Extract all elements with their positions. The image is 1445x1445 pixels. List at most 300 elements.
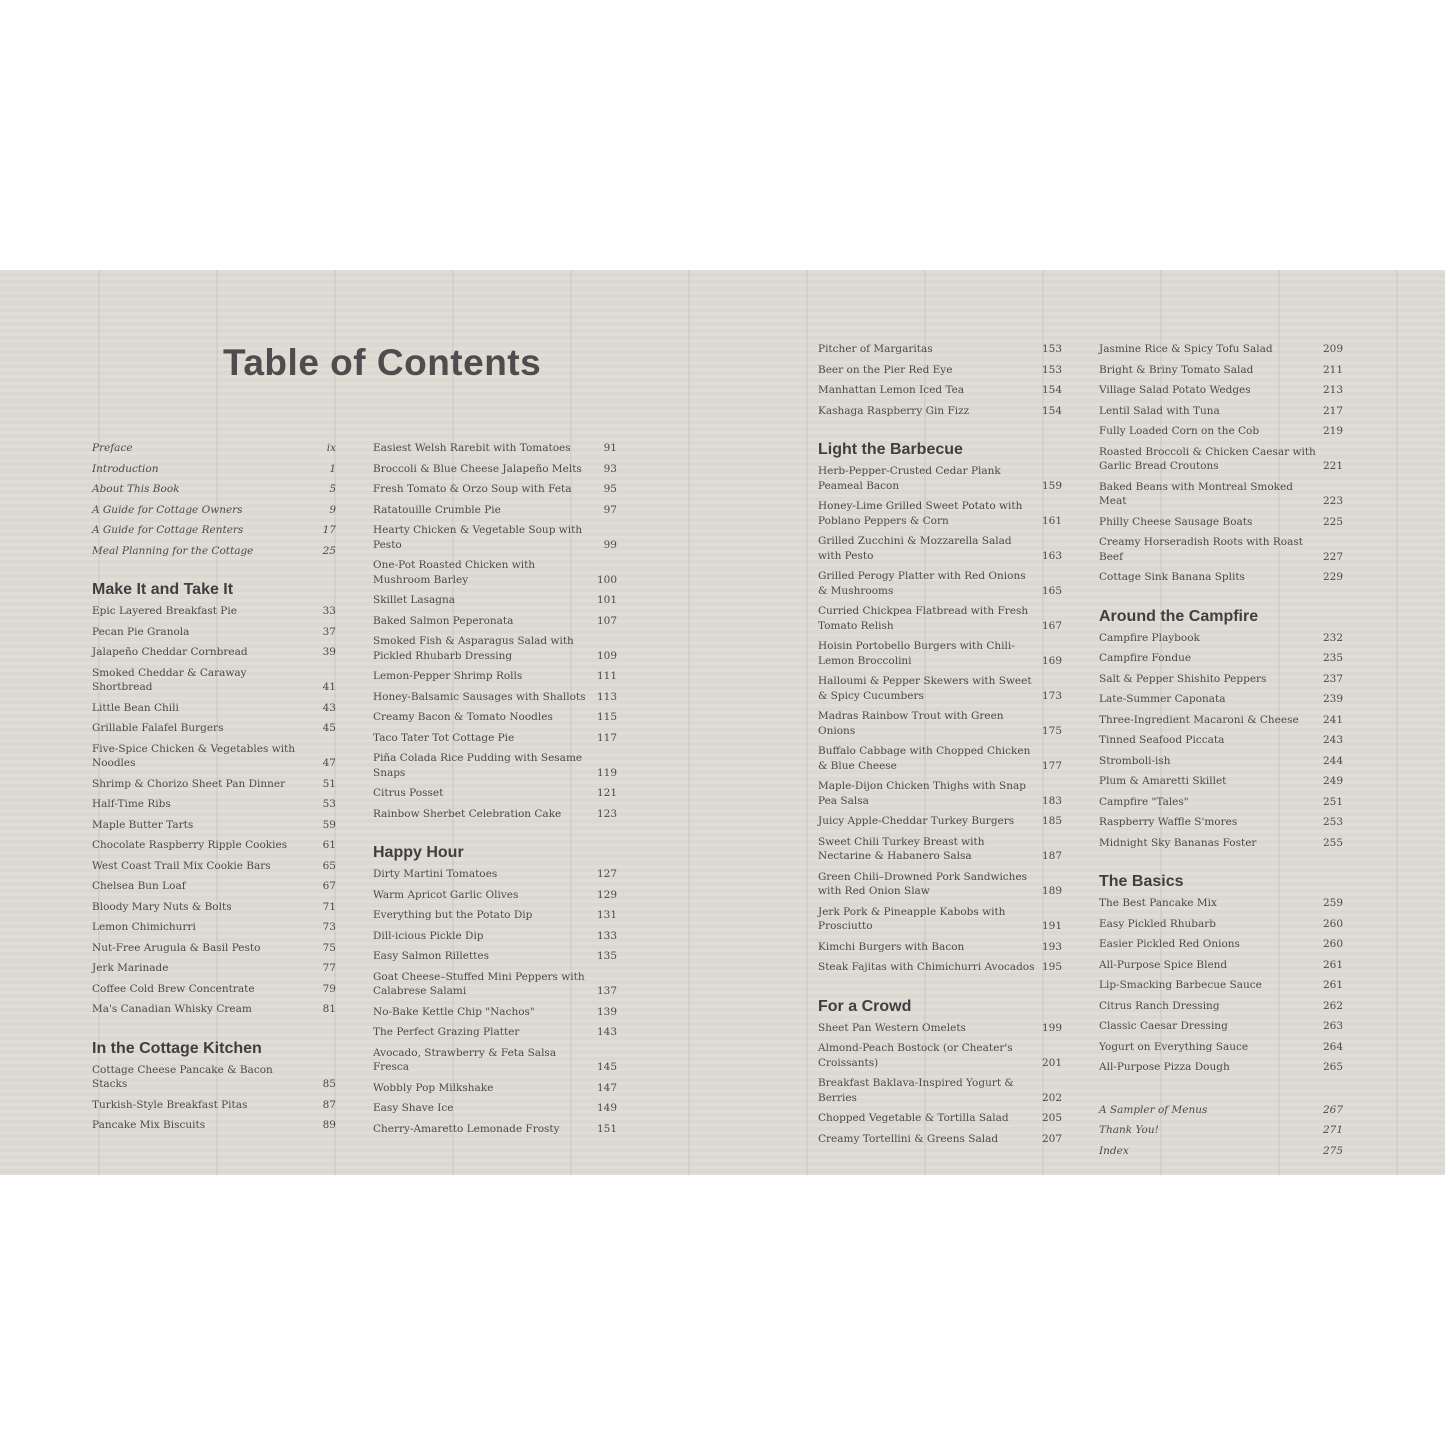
entry-title: Philly Cheese Sausage Boats bbox=[1099, 515, 1253, 528]
entry-page-number: 167 bbox=[1041, 619, 1062, 632]
entry-title: Late-Summer Caponata bbox=[1099, 693, 1226, 705]
toc-entry bbox=[1099, 795, 1343, 810]
toc-entry bbox=[373, 1025, 617, 1040]
entry-title: Honey-Lime Grilled Sweet Potato with Poblano Peppers & Corn bbox=[818, 500, 1023, 527]
entry-page-number: 217 bbox=[1322, 404, 1343, 417]
toc-entry bbox=[92, 982, 336, 997]
entry-title: Tinned Seafood Piccata bbox=[1099, 734, 1225, 746]
section-heading: Make It and Take It bbox=[92, 581, 234, 598]
entry-title: All-Purpose Pizza Dough bbox=[1099, 1061, 1230, 1073]
toc-entry bbox=[1099, 896, 1343, 911]
toc-entry bbox=[373, 1101, 617, 1116]
entry-title: Campfire "Tales" bbox=[1099, 795, 1189, 808]
toc-entry bbox=[1099, 383, 1343, 398]
toc-entry bbox=[1099, 342, 1343, 357]
toc-entry bbox=[92, 1002, 336, 1017]
toc-entry bbox=[92, 666, 336, 695]
entry-page-number: 133 bbox=[596, 929, 617, 942]
entry-page-number: 109 bbox=[596, 649, 617, 662]
entry-title: Chelsea Bun Loaf bbox=[92, 880, 186, 892]
toc-entry bbox=[373, 949, 617, 964]
entry-page-number: 189 bbox=[1041, 885, 1062, 897]
toc-entry bbox=[373, 593, 617, 608]
toc-entry bbox=[1099, 1103, 1343, 1118]
entry-title: Hoisin Portobello Burgers with Chili-Lemon Broccolini bbox=[818, 640, 1015, 667]
entry-page-number: 47 bbox=[322, 757, 336, 769]
entry-title: Skillet Lasagna bbox=[373, 594, 456, 606]
entry-page-number: 154 bbox=[1041, 384, 1062, 396]
toc-entry bbox=[818, 534, 1062, 563]
entry-page-number: 113 bbox=[596, 690, 617, 703]
section-heading: For a Crowd bbox=[818, 997, 912, 1015]
entry-page-number: 43 bbox=[322, 701, 336, 714]
entry-title: Herb-Pepper-Crusted Cedar Plank Peameal Bacon bbox=[818, 465, 1001, 492]
entry-page-number: 235 bbox=[1322, 652, 1343, 664]
entry-page-number: 17 bbox=[322, 524, 336, 536]
entry-page-number: 119 bbox=[596, 766, 617, 779]
entry-page-number: 185 bbox=[1041, 815, 1062, 827]
entry-title: Roasted Broccoli & Chicken Caesar with Garlic Bread Croutons bbox=[1099, 445, 1316, 472]
toc-entry bbox=[92, 701, 336, 716]
entry-title: Dirty Martini Tomatoes bbox=[373, 868, 498, 880]
entry-page-number: 51 bbox=[322, 777, 336, 790]
entry-page-number: 232 bbox=[1322, 631, 1343, 644]
toc-entry bbox=[1099, 651, 1343, 666]
entry-page-number: 111 bbox=[596, 670, 617, 682]
toc-entry bbox=[92, 482, 336, 497]
entry-title: Bloody Mary Nuts & Bolts bbox=[92, 900, 232, 913]
entry-page-number: 243 bbox=[1322, 734, 1343, 746]
entry-title: Lemon Chimichurri bbox=[92, 921, 196, 933]
toc-entry bbox=[373, 908, 617, 923]
toc-entry bbox=[92, 645, 336, 660]
toc-entry bbox=[92, 797, 336, 812]
entry-title: Preface bbox=[92, 442, 133, 454]
toc-entry bbox=[373, 970, 617, 999]
entry-title: Thank You! bbox=[1099, 1124, 1159, 1136]
entry-title: Classic Caesar Dressing bbox=[1099, 1020, 1228, 1032]
toc-entry bbox=[92, 961, 336, 976]
toc-entry bbox=[818, 674, 1062, 703]
toc-entry bbox=[373, 751, 617, 780]
entry-title: Half-Time Ribs bbox=[92, 798, 171, 810]
entry-title: Grilled Zucchini & Mozzarella Salad with Pesto bbox=[818, 535, 1012, 562]
toc-entry bbox=[373, 1005, 617, 1020]
entry-page-number: 81 bbox=[322, 1003, 336, 1015]
toc-entry bbox=[1099, 692, 1343, 707]
toc-entry bbox=[818, 1021, 1062, 1036]
toc-entry bbox=[373, 731, 617, 746]
entry-page-number: 191 bbox=[1041, 920, 1062, 932]
toc-entry bbox=[1099, 631, 1343, 646]
toc-entry bbox=[373, 929, 617, 944]
entry-title: Fresh Tomato & Orzo Soup with Feta bbox=[373, 483, 572, 495]
entry-page-number: 45 bbox=[322, 722, 336, 734]
entry-title: Raspberry Waffle S'mores bbox=[1099, 816, 1238, 828]
toc-entry bbox=[1099, 363, 1343, 378]
entry-page-number: 37 bbox=[322, 625, 336, 638]
toc-entry bbox=[92, 523, 336, 538]
entry-page-number: 177 bbox=[1041, 759, 1062, 772]
toc-entry bbox=[92, 604, 336, 619]
toc-entry bbox=[818, 569, 1062, 598]
toc-entry bbox=[1099, 999, 1343, 1014]
toc-entry bbox=[818, 940, 1062, 955]
entry-title: Everything but the Potato Dip bbox=[373, 909, 533, 921]
entry-page-number: 75 bbox=[322, 941, 336, 954]
entry-title: Maple Butter Tarts bbox=[92, 818, 194, 831]
toc-entry bbox=[818, 499, 1062, 528]
entry-title: Rainbow Sherbet Celebration Cake bbox=[373, 807, 562, 820]
entry-title: Epic Layered Breakfast Pie bbox=[92, 605, 237, 617]
entry-page-number: 207 bbox=[1041, 1132, 1062, 1145]
entry-page-number: 264 bbox=[1322, 1040, 1343, 1053]
entry-title: Nut-Free Arugula & Basil Pesto bbox=[92, 941, 261, 954]
entry-page-number: 219 bbox=[1322, 425, 1343, 437]
entry-title: Piña Colada Rice Pudding with Sesame Snaps bbox=[373, 752, 583, 779]
entry-page-number: 154 bbox=[1041, 404, 1062, 417]
entry-title: Ratatouille Crumble Pie bbox=[373, 503, 501, 516]
entry-title: Easiest Welsh Rarebit with Tomatoes bbox=[373, 442, 571, 454]
toc-entry bbox=[818, 1132, 1062, 1147]
entry-page-number: 265 bbox=[1322, 1061, 1343, 1073]
entry-title: West Coast Trail Mix Cookie Bars bbox=[92, 859, 271, 872]
entry-title: Introduction bbox=[92, 462, 159, 475]
entry-title: Buffalo Cabbage with Chopped Chicken & Blue Cheese bbox=[818, 745, 1031, 772]
toc-entry bbox=[92, 900, 336, 915]
toc-entry bbox=[1099, 535, 1343, 564]
toc-entry bbox=[373, 888, 617, 903]
toc-entry bbox=[818, 639, 1062, 668]
entry-page-number: 65 bbox=[322, 859, 336, 872]
entry-title: Jasmine Rice & Spicy Tofu Salad bbox=[1099, 343, 1273, 355]
entry-page-number: 161 bbox=[1041, 514, 1062, 527]
entry-page-number: 169 bbox=[1041, 654, 1062, 667]
entry-title: Curried Chickpea Flatbread with Fresh Tomato Relish bbox=[818, 605, 1029, 632]
entry-title: A Guide for Cottage Owners bbox=[92, 503, 243, 516]
entry-title: No-Bake Kettle Chip "Nachos" bbox=[373, 1005, 535, 1018]
toc-entry bbox=[92, 777, 336, 792]
entry-page-number: 165 bbox=[1041, 584, 1062, 597]
toc-entry bbox=[818, 1111, 1062, 1126]
entry-page-number: 244 bbox=[1322, 754, 1343, 767]
entry-title: Kashaga Raspberry Gin Fizz bbox=[818, 404, 970, 417]
entry-page-number: 260 bbox=[1322, 938, 1343, 950]
toc-entry bbox=[373, 690, 617, 705]
entry-title: Citrus Ranch Dressing bbox=[1099, 999, 1220, 1012]
entry-title: Steak Fajitas with Chimichurri Avocados bbox=[818, 961, 1035, 973]
entry-page-number: 229 bbox=[1322, 571, 1343, 583]
toc-entry bbox=[818, 835, 1062, 864]
entry-page-number: 85 bbox=[322, 1078, 336, 1090]
toc-entry bbox=[92, 859, 336, 874]
toc-entry bbox=[818, 342, 1062, 357]
toc-entry bbox=[1099, 1123, 1343, 1138]
toc-entry bbox=[373, 807, 617, 822]
entry-title: Three-Ingredient Macaroni & Cheese bbox=[1099, 713, 1299, 726]
toc-entry bbox=[373, 786, 617, 801]
entry-title: Ma's Canadian Whisky Cream bbox=[92, 1003, 252, 1015]
toc-entry bbox=[1099, 733, 1343, 748]
entry-title: Creamy Bacon & Tomato Noodles bbox=[373, 711, 553, 723]
toc-entry bbox=[1099, 515, 1343, 530]
entry-page-number: 149 bbox=[596, 1102, 617, 1114]
entry-title: Lemon-Pepper Shrimp Rolls bbox=[373, 670, 523, 682]
entry-title: Index bbox=[1099, 1144, 1129, 1157]
toc-entry bbox=[373, 462, 617, 477]
toc-entry bbox=[818, 744, 1062, 773]
entry-page-number: 239 bbox=[1322, 693, 1343, 705]
entry-title: Grilled Perogy Platter with Red Onions & Mushrooms bbox=[818, 570, 1026, 597]
entry-page-number: 267 bbox=[1322, 1103, 1343, 1116]
entry-title: Easy Salmon Rillettes bbox=[373, 950, 490, 962]
toc-entry bbox=[818, 960, 1062, 975]
toc-entry bbox=[92, 544, 336, 559]
entry-page-number: 131 bbox=[596, 909, 617, 921]
entry-title: Turkish-Style Breakfast Pitas bbox=[92, 1098, 248, 1111]
toc-entry bbox=[818, 905, 1062, 934]
toc-entry bbox=[92, 838, 336, 853]
entry-title: Campfire Fondue bbox=[1099, 652, 1192, 664]
entry-page-number: 251 bbox=[1322, 795, 1343, 808]
section-spacer bbox=[1099, 1081, 1343, 1103]
entry-title: Baked Salmon Peperonata bbox=[373, 614, 514, 627]
entry-page-number: 25 bbox=[322, 544, 336, 557]
entry-title: Sheet Pan Western Omelets bbox=[818, 1021, 966, 1034]
toc-entry bbox=[1099, 713, 1343, 728]
entry-title: Wobbly Pop Milkshake bbox=[373, 1081, 494, 1094]
entry-page-number: 225 bbox=[1322, 515, 1343, 528]
toc-column-2 bbox=[373, 441, 617, 1142]
toc-entry bbox=[818, 383, 1062, 398]
entry-title: Lip-Smacking Barbecue Sauce bbox=[1099, 979, 1262, 991]
entry-page-number: 137 bbox=[596, 985, 617, 997]
entry-title: Shrimp & Chorizo Sheet Pan Dinner bbox=[92, 777, 286, 790]
entry-title: Maple-Dijon Chicken Thighs with Snap Pea Salsa bbox=[818, 780, 1026, 807]
toc-entry bbox=[1099, 754, 1343, 769]
entry-page-number: 59 bbox=[322, 818, 336, 831]
toc-entry bbox=[1099, 1060, 1343, 1075]
entry-page-number: 139 bbox=[596, 1005, 617, 1018]
toc-entry bbox=[373, 482, 617, 497]
toc-column-3 bbox=[818, 342, 1062, 1152]
section-heading: Happy Hour bbox=[373, 844, 464, 861]
entry-title: Sweet Chili Turkey Breast with Nectarine & Habanero Salsa bbox=[818, 835, 985, 862]
entry-page-number: 201 bbox=[1041, 1056, 1062, 1069]
entry-page-number: 143 bbox=[596, 1026, 617, 1038]
toc-entry bbox=[373, 710, 617, 725]
toc-entry bbox=[1099, 672, 1343, 687]
toc-entry bbox=[1099, 774, 1343, 789]
entry-page-number: 241 bbox=[1322, 713, 1343, 726]
entry-page-number: 202 bbox=[1041, 1091, 1062, 1104]
entry-title: Pitcher of Margaritas bbox=[818, 343, 933, 355]
toc-entry bbox=[92, 625, 336, 640]
entry-page-number: 33 bbox=[322, 605, 336, 617]
entry-title: Jerk Pork & Pineapple Kabobs with Prosciutto bbox=[818, 905, 1006, 932]
entry-title: Midnight Sky Bananas Foster bbox=[1099, 836, 1257, 849]
toc-entry bbox=[92, 941, 336, 956]
entry-page-number: 87 bbox=[322, 1098, 336, 1111]
toc-entry bbox=[92, 441, 336, 456]
section-heading: The Basics bbox=[1099, 873, 1184, 890]
entry-page-number: ix bbox=[326, 442, 336, 454]
entry-title: Pancake Mix Biscuits bbox=[92, 1119, 206, 1131]
entry-title: A Guide for Cottage Renters bbox=[92, 524, 244, 536]
entry-title: Citrus Posset bbox=[373, 787, 444, 799]
toc-entry bbox=[1099, 958, 1343, 973]
toc-entry bbox=[92, 1118, 336, 1133]
entry-page-number: 199 bbox=[1041, 1021, 1062, 1034]
toc-entry bbox=[818, 814, 1062, 829]
toc-entry bbox=[92, 1098, 336, 1113]
entry-page-number: 173 bbox=[1041, 689, 1062, 702]
entry-title: Cottage Sink Banana Splits bbox=[1099, 571, 1245, 583]
toc-entry bbox=[1099, 917, 1343, 932]
entry-page-number: 89 bbox=[322, 1119, 336, 1131]
entry-title: Grillable Falafel Burgers bbox=[92, 722, 224, 734]
toc-entry bbox=[373, 523, 617, 552]
entry-title: Madras Rainbow Trout with Green Onions bbox=[818, 710, 1004, 737]
toc-entry bbox=[373, 614, 617, 629]
toc-entry bbox=[92, 920, 336, 935]
entry-page-number: 255 bbox=[1322, 836, 1343, 849]
entry-page-number: 195 bbox=[1041, 961, 1062, 973]
entry-page-number: 213 bbox=[1322, 384, 1343, 396]
entry-title: Stromboli-ish bbox=[1099, 754, 1171, 767]
toc-entry bbox=[818, 604, 1062, 633]
entry-page-number: 211 bbox=[1322, 363, 1343, 376]
entry-page-number: 260 bbox=[1322, 917, 1343, 930]
entry-title: Meal Planning for the Cottage bbox=[92, 544, 254, 557]
toc-entry bbox=[92, 503, 336, 518]
entry-title: Goat Cheese–Stuffed Mini Peppers with Calabrese Salami bbox=[373, 970, 585, 997]
entry-title: Creamy Horseradish Roots with Roast Beef bbox=[1099, 536, 1303, 563]
entry-page-number: 259 bbox=[1322, 897, 1343, 909]
entry-title: Easy Shave Ice bbox=[373, 1102, 454, 1114]
toc-entry bbox=[373, 441, 617, 456]
entry-title: Halloumi & Pepper Skewers with Sweet & Spicy Cucumbers bbox=[818, 675, 1032, 702]
toc-entry bbox=[818, 464, 1062, 493]
entry-title: Dill-icious Pickle Dip bbox=[373, 929, 484, 942]
toc-entry bbox=[92, 721, 336, 736]
entry-title: Cottage Cheese Pancake & Bacon Stacks bbox=[92, 1063, 273, 1090]
toc-entry bbox=[818, 404, 1062, 419]
entry-title: Beer on the Pier Red Eye bbox=[818, 363, 953, 376]
entry-page-number: 107 bbox=[596, 614, 617, 627]
entry-title: One-Pot Roasted Chicken with Mushroom Barley bbox=[373, 559, 536, 586]
entry-page-number: 159 bbox=[1041, 479, 1062, 492]
entry-page-number: 61 bbox=[322, 839, 336, 851]
toc-entry bbox=[373, 558, 617, 587]
entry-page-number: 249 bbox=[1322, 775, 1343, 787]
entry-title: A Sampler of Menus bbox=[1099, 1103, 1208, 1116]
entry-title: Taco Tater Tot Cottage Pie bbox=[373, 731, 515, 744]
toc-column-1 bbox=[92, 441, 336, 1139]
toc-entry bbox=[1099, 937, 1343, 952]
entry-page-number: 147 bbox=[596, 1081, 617, 1094]
section-heading: Around the Campfire bbox=[1099, 607, 1259, 625]
entry-page-number: 187 bbox=[1041, 850, 1062, 862]
toc-entry bbox=[1099, 424, 1343, 439]
toc-entry bbox=[92, 879, 336, 894]
entry-page-number: 115 bbox=[596, 711, 617, 723]
entry-title: Easier Pickled Red Onions bbox=[1099, 938, 1240, 950]
section-heading: In the Cottage Kitchen bbox=[92, 1039, 262, 1057]
entry-page-number: 93 bbox=[603, 462, 617, 475]
entry-page-number: 129 bbox=[596, 888, 617, 901]
entry-title: Coffee Cold Brew Concentrate bbox=[92, 982, 255, 995]
entry-page-number: 237 bbox=[1322, 672, 1343, 685]
entry-title: Green Chili–Drowned Pork Sandwiches with Red Onion Slaw bbox=[818, 870, 1028, 897]
entry-page-number: 5 bbox=[329, 483, 336, 495]
section-heading: Light the Barbecue bbox=[818, 441, 963, 458]
entry-page-number: 153 bbox=[1041, 363, 1062, 376]
toc-entry bbox=[1099, 1144, 1343, 1159]
entry-page-number: 261 bbox=[1322, 958, 1343, 971]
entry-title: Bright & Briny Tomato Salad bbox=[1099, 363, 1254, 376]
toc-column-4 bbox=[1099, 342, 1343, 1164]
entry-title: Campfire Playbook bbox=[1099, 631, 1200, 644]
entry-title: Manhattan Lemon Iced Tea bbox=[818, 384, 965, 396]
entry-page-number: 97 bbox=[603, 503, 617, 516]
entry-title: Yogurt on Everything Sauce bbox=[1099, 1040, 1249, 1053]
entry-page-number: 73 bbox=[322, 921, 336, 933]
entry-page-number: 101 bbox=[596, 594, 617, 606]
entry-page-number: 127 bbox=[596, 868, 617, 880]
entry-page-number: 9 bbox=[329, 503, 336, 516]
entry-page-number: 253 bbox=[1322, 816, 1343, 828]
toc-entry bbox=[373, 1081, 617, 1096]
entry-page-number: 41 bbox=[322, 681, 336, 693]
entry-title: Smoked Cheddar & Caraway Shortbread bbox=[92, 666, 247, 693]
toc-entry bbox=[1099, 445, 1343, 474]
toc-entry bbox=[1099, 480, 1343, 509]
entry-title: Baked Beans with Montreal Smoked Meat bbox=[1099, 480, 1293, 507]
toc-entry bbox=[1099, 836, 1343, 851]
entry-title: The Perfect Grazing Platter bbox=[373, 1026, 520, 1038]
toc-entry bbox=[1099, 978, 1343, 993]
toc-entry bbox=[818, 709, 1062, 738]
toc-entry bbox=[1099, 570, 1343, 585]
entry-title: Chopped Vegetable & Tortilla Salad bbox=[818, 1112, 1009, 1124]
entry-page-number: 275 bbox=[1322, 1144, 1343, 1157]
entry-title: Salt & Pepper Shishito Peppers bbox=[1099, 672, 1267, 685]
toc-entry bbox=[92, 1063, 336, 1092]
toc-entry bbox=[818, 1076, 1062, 1105]
entry-title: Plum & Amaretti Skillet bbox=[1099, 775, 1227, 787]
entry-page-number: 100 bbox=[596, 573, 617, 586]
entry-title: Almond-Peach Bostock (or Cheater's Croissants) bbox=[818, 1042, 1013, 1069]
entry-title: Honey-Balsamic Sausages with Shallots bbox=[373, 690, 586, 703]
entry-page-number: 67 bbox=[322, 880, 336, 892]
entry-title: Avocado, Strawberry & Feta Salsa Fresca bbox=[373, 1046, 557, 1073]
entry-page-number: 205 bbox=[1041, 1112, 1062, 1124]
entry-title: Jerk Marinade bbox=[92, 962, 169, 974]
entry-page-number: 183 bbox=[1041, 794, 1062, 807]
entry-page-number: 193 bbox=[1041, 940, 1062, 953]
toc-entry bbox=[373, 634, 617, 663]
entry-page-number: 227 bbox=[1322, 550, 1343, 563]
entry-page-number: 221 bbox=[1322, 460, 1343, 472]
entry-title: Chocolate Raspberry Ripple Cookies bbox=[92, 839, 288, 851]
entry-page-number: 121 bbox=[596, 787, 617, 799]
toc-entry bbox=[373, 669, 617, 684]
toc-entry bbox=[1099, 1040, 1343, 1055]
entry-page-number: 151 bbox=[596, 1122, 617, 1135]
entry-title: Fully Loaded Corn on the Cob bbox=[1099, 425, 1260, 437]
entry-page-number: 153 bbox=[1041, 343, 1062, 355]
